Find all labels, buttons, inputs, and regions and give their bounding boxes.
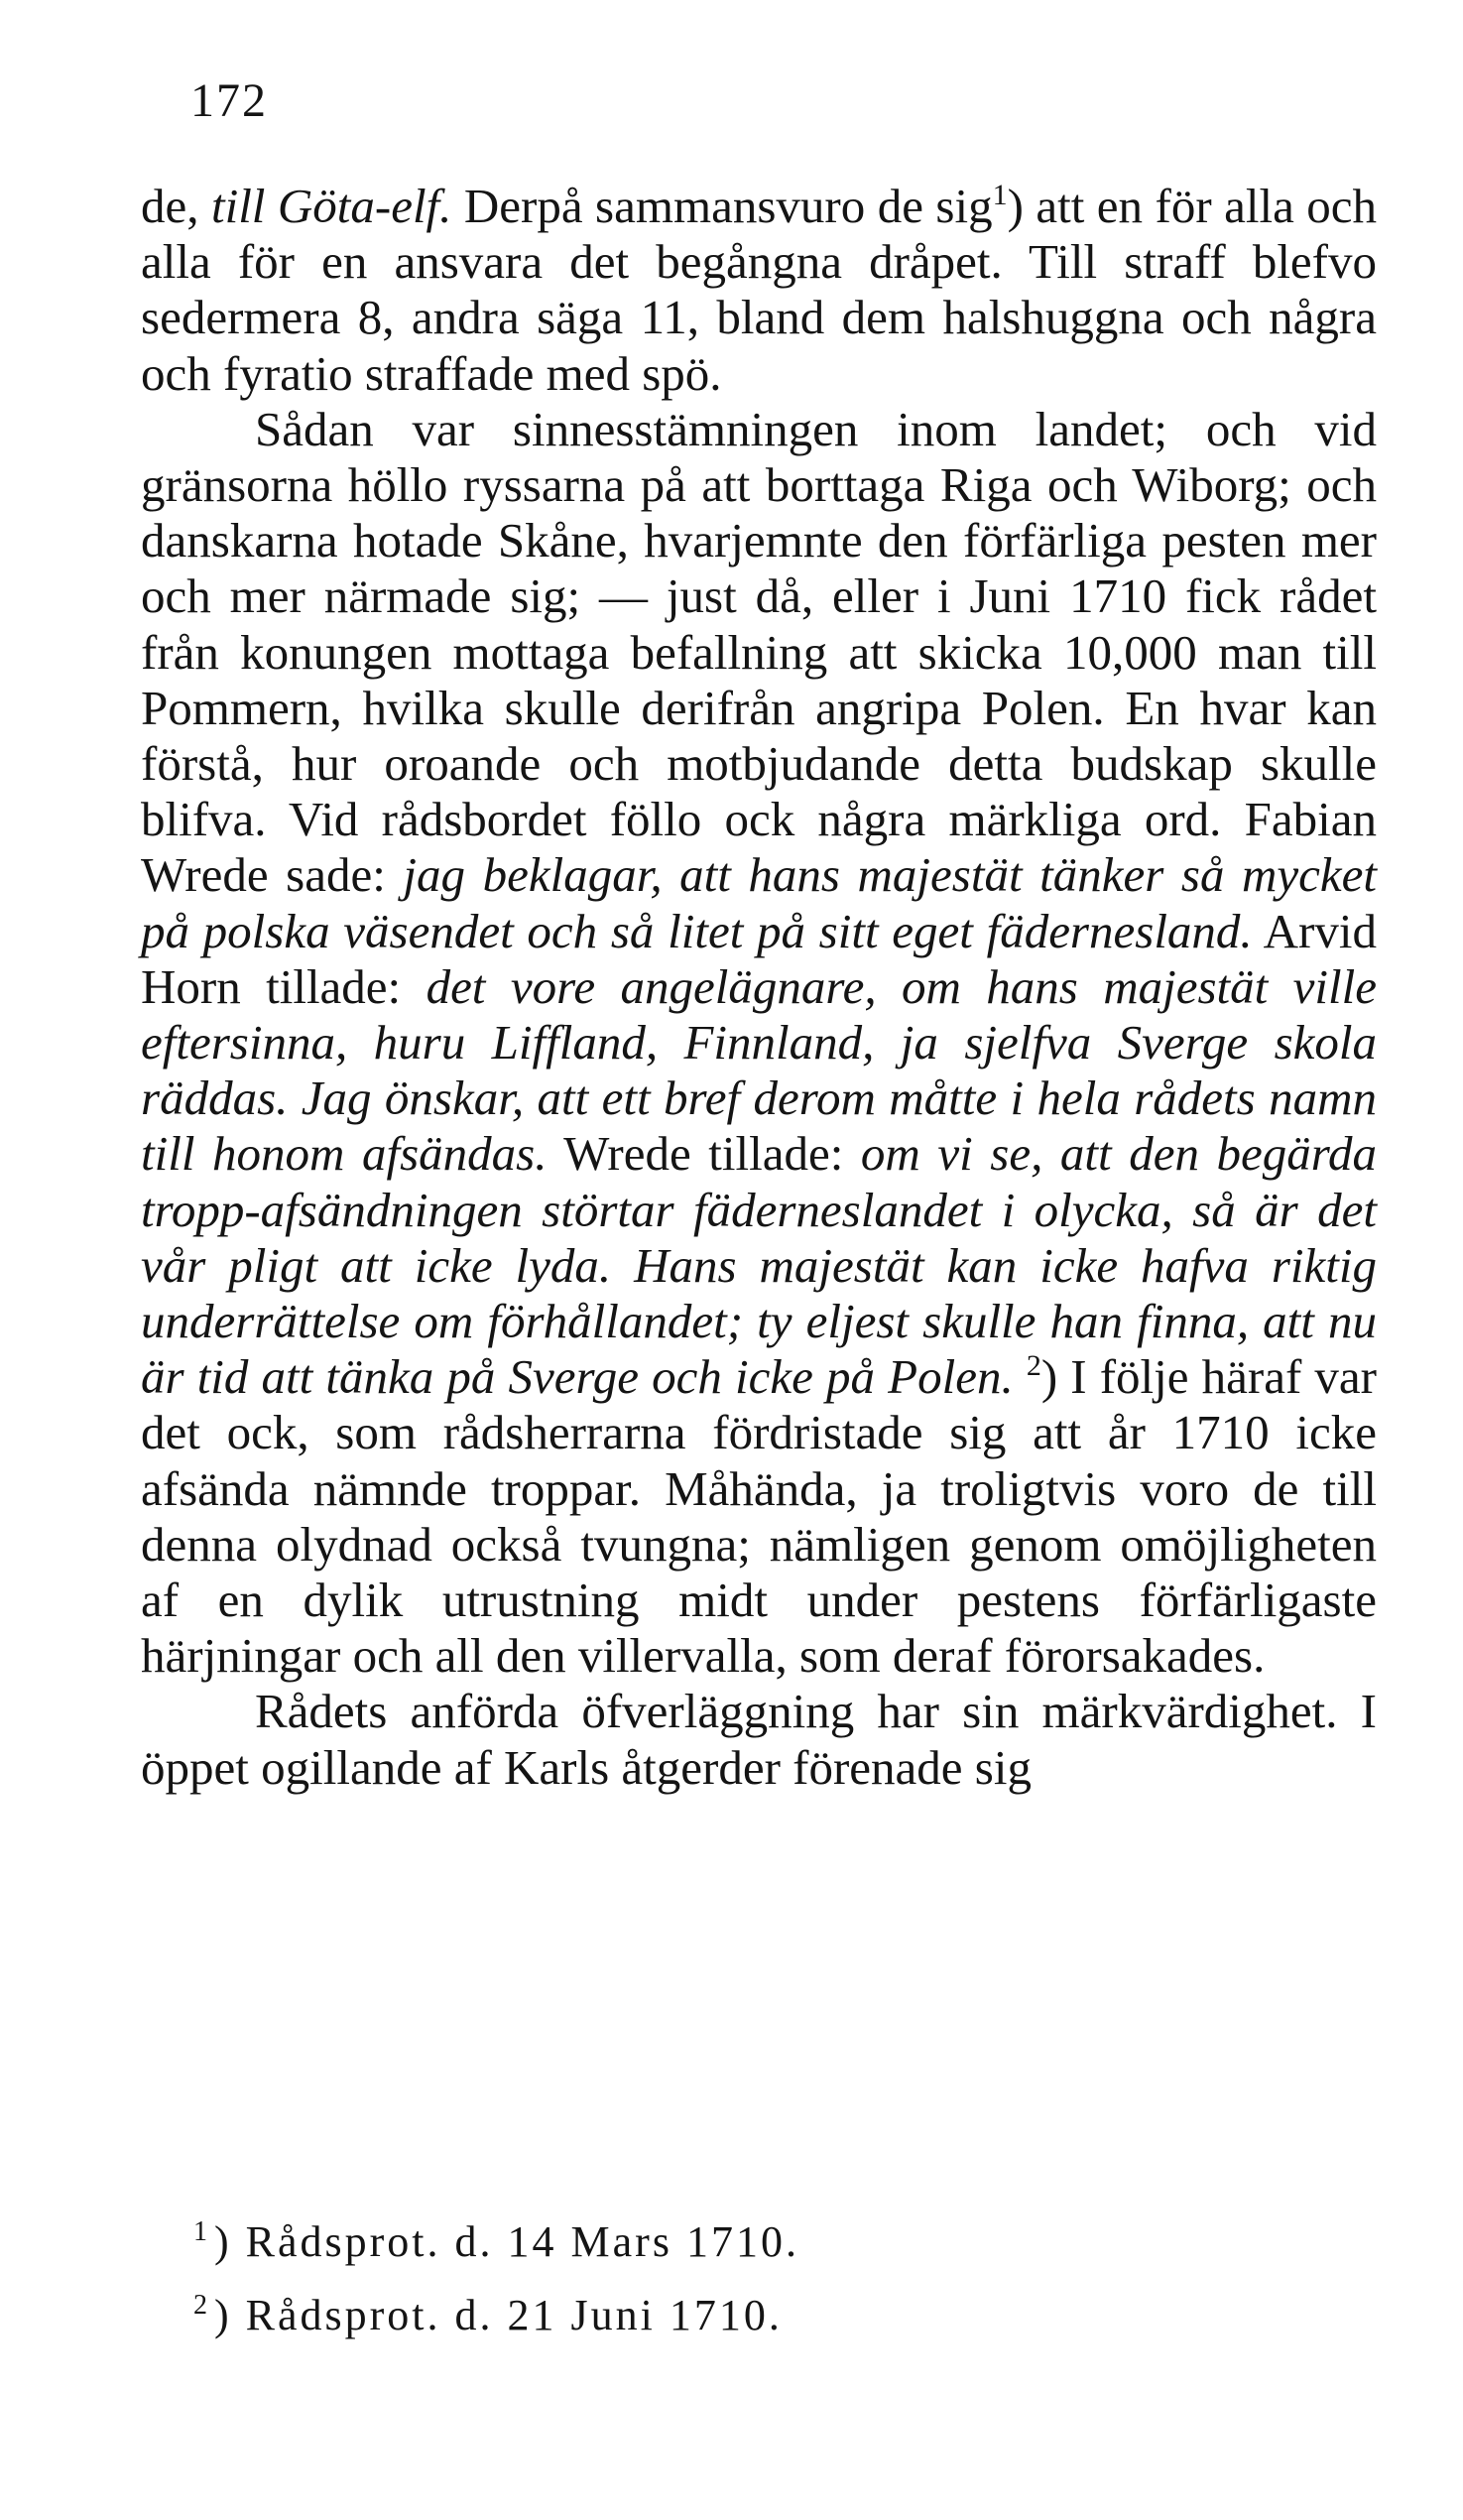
- footnote-mark: 1: [193, 2216, 210, 2247]
- text-run: Rådets anförda öfverläggning har sin märkvärdighet. I öppet ogillande af Karls åtgerder förenade sig: [141, 1684, 1377, 1795]
- footnote-mark: 2: [193, 2290, 210, 2321]
- text-run: de,: [141, 179, 211, 233]
- text-run: Sådan var sinnesstämningen inom landet; och vid gränsorna höllo ryssarna på att borttaga Riga och Wiborg; och danskarna hotade Skåne, hvarjemnte den förfärliga pesten mer och mer närmade sig; — just då, eller i Juni 1710 fick rådet från konungen mottaga befallning att skicka 10,000 man till Pommern, hvilka skulle derifrån angripa Polen. En hvar kan förstå, hur oroande och motbjudande detta budskap skulle blifva. Vid rådsbordet föllo ock några märkliga ord. Fabian Wrede sade:: [141, 401, 1377, 903]
- text-run: [1014, 1349, 1027, 1404]
- text-run: Arvid Horn tillade:: [141, 903, 1377, 1014]
- text-run: ) I följe häraf var det ock, som rådsherrarna fördristade sig att år 1710 icke afsända nämnde troppar. Måhända, ja troligtvis voro de till denna olydnad också tvungna; nämligen genom omöjligheten af en dylik utrustning midt under pestens förfärligaste härjningar och all den villervalla, som deraf förorsakades.: [141, 1349, 1377, 1684]
- footnotes: [193, 2205, 1086, 2352]
- footnote: [193, 2205, 1086, 2279]
- italic-quote: till Göta-elf.: [210, 179, 452, 233]
- footnote-reference: 2: [1026, 1349, 1041, 1383]
- footnote: [193, 2279, 1086, 2352]
- paragraph: [141, 179, 1377, 402]
- footnote-text: ) Rådsprot. d. 21 Juni 1710.: [214, 2291, 783, 2339]
- footnote-text: ) Rådsprot. d. 14 Mars 1710.: [214, 2217, 799, 2266]
- italic-quote: om vi se, att den begärda tropp-afsändningen störtar fäderneslandet i olycka, så är det vår pligt att icke lyda. Hans majestät kan icke hafva riktig underrättelse om förhållandet; ty eljest skulle han finna, att nu är tid att tänka på Sverge och icke på Polen.: [141, 1126, 1377, 1405]
- text-run: Wrede tillade:: [547, 1126, 861, 1182]
- italic-quote: det vore angelägnare, om hans majestät ville eftersinna, huru Liffland, Finnland, ja sjelfva Sverge skola räddas. Jag önskar, att ett bref derom måtte i hela rådets namn till honom afsändas.: [141, 958, 1377, 1182]
- page-number: 172: [190, 74, 268, 127]
- italic-quote: jag beklagar, att hans majestät tänker så mycket på polska väsendet och så litet på sitt eget fädernesland.: [141, 847, 1378, 958]
- body-text: [141, 179, 1377, 1796]
- paragraph: [141, 402, 1377, 1685]
- text-run: ) att en för alla och alla för en ansvara det begångna dråpet. Till straff blefvo sedermera 8, andra säga 11, bland dem halshuggna och några och fyratio straffade med spö.: [141, 179, 1378, 401]
- footnote-reference: 1: [992, 179, 1008, 211]
- paragraph: [141, 1684, 1377, 1795]
- text-run: Derpå sammansvuro de sig: [451, 179, 993, 233]
